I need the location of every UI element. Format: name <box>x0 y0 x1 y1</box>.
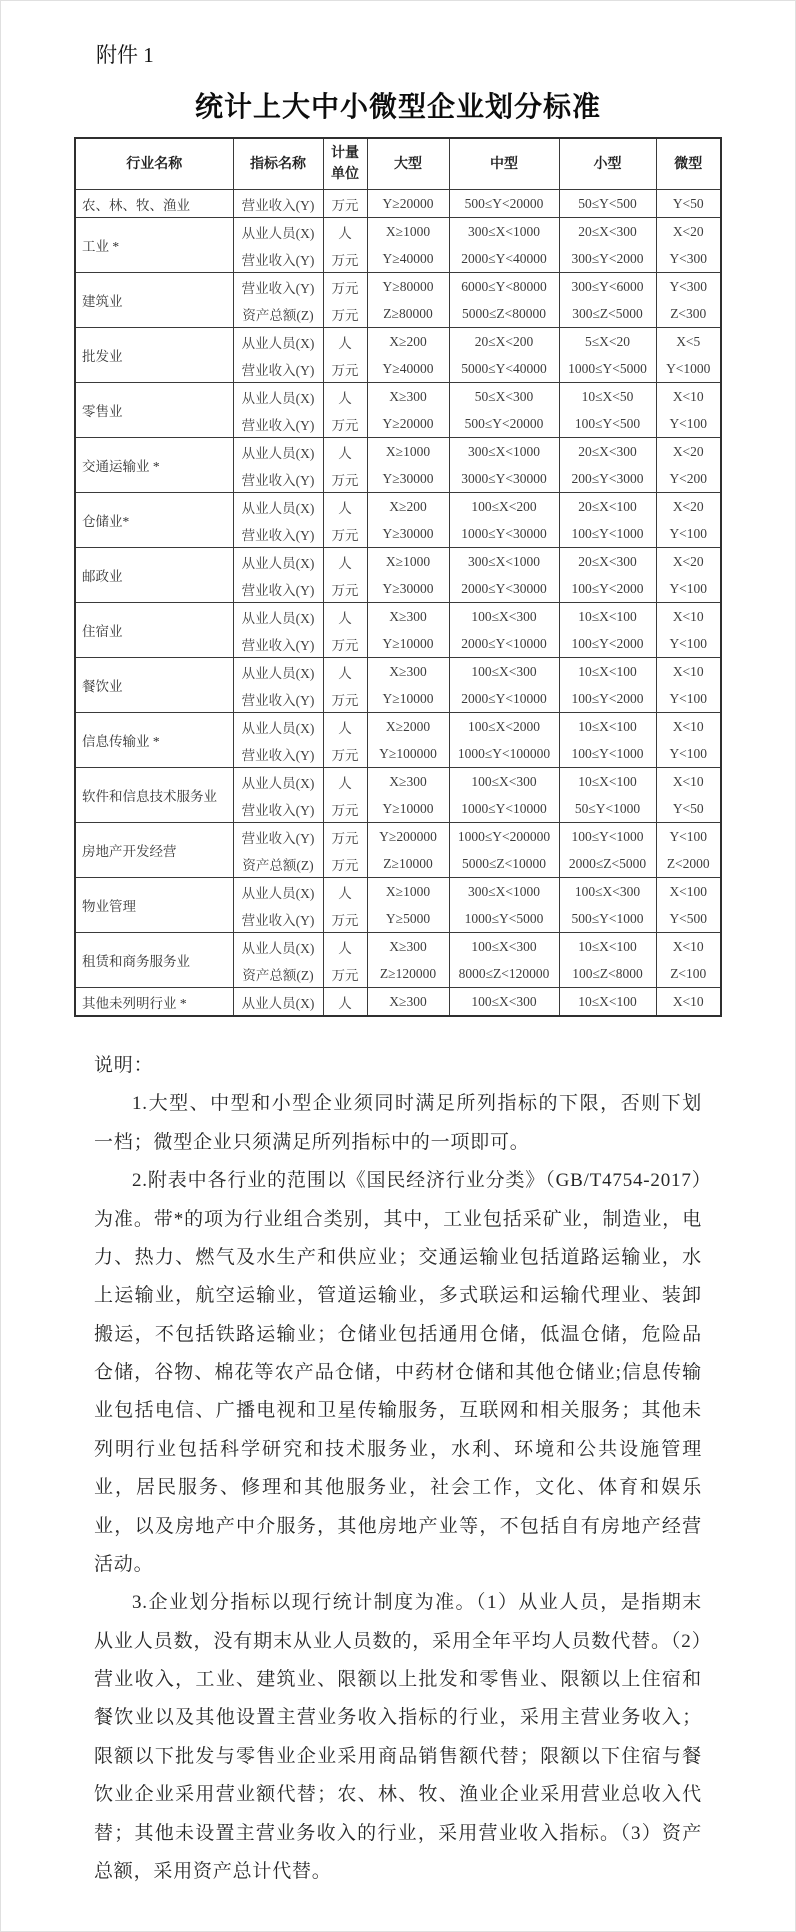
medium-cell: 100≤X<300 <box>449 988 559 1017</box>
small-cell: 20≤X<100 <box>559 493 656 521</box>
col-header-indicator: 指标名称 <box>233 138 323 190</box>
large-cell: Y≥30000 <box>367 575 449 603</box>
large-cell: Y≥10000 <box>367 630 449 658</box>
micro-cell: Y<100 <box>656 823 721 851</box>
small-cell: 1000≤Y<5000 <box>559 355 656 383</box>
small-cell: 10≤X<100 <box>559 658 656 686</box>
micro-cell: Y<300 <box>656 245 721 273</box>
micro-cell: Y<100 <box>656 520 721 548</box>
indicator-cell: 从业人员(X) <box>233 768 323 796</box>
large-cell: X≥300 <box>367 768 449 796</box>
small-cell: 100≤Y<1000 <box>559 520 656 548</box>
indicator-cell: 营业收入(Y) <box>233 905 323 933</box>
large-cell: Y≥20000 <box>367 410 449 438</box>
small-cell: 5≤X<20 <box>559 328 656 356</box>
large-cell: X≥200 <box>367 493 449 521</box>
col-header-unit: 计量单位 <box>323 138 367 190</box>
micro-cell: Y<100 <box>656 740 721 768</box>
unit-cell: 万元 <box>323 190 367 218</box>
note-paragraph-2: 2.附表中各行业的范围以《国民经济行业分类》（GB/T4754-2017）为准。带*的项为行业组合类别，其中，工业包括采矿业，制造业，电力、热力、燃气及水生产和供应业；交通运输业包括道路运输业，水上运输业，航空运输业，管道运输业，多式联运和运输代理业、装卸搬运，不包括铁路运输业；仓储业包括通用仓储，低温仓储，危险品仓储，谷物、棉花等农产品仓储，中药材仓储和其他仓储业;信息传输业包括电信、广播电视和卫星传输服务，互联网和相关服务；其他未列明行业包括科学研究和技术服务业，水利、环境和公共设施管理业，居民服务、修理和其他服务业，社会工作，文化、体育和娱乐业，以及房地产中介服务，其他房地产业等，不包括自有房地产经营活动。 <box>94 1170 702 1575</box>
medium-cell: 2000≤Y<30000 <box>449 575 559 603</box>
medium-cell: 1000≤Y<100000 <box>449 740 559 768</box>
medium-cell: 500≤Y<20000 <box>449 410 559 438</box>
small-cell: 20≤X<300 <box>559 218 656 246</box>
micro-cell: Y<100 <box>656 630 721 658</box>
large-cell: X≥200 <box>367 328 449 356</box>
small-cell: 10≤X<100 <box>559 713 656 741</box>
small-cell: 300≤Y<2000 <box>559 245 656 273</box>
unit-cell: 人 <box>323 218 367 246</box>
micro-cell: X<100 <box>656 878 721 906</box>
unit-cell: 万元 <box>323 630 367 658</box>
micro-cell: X<10 <box>656 658 721 686</box>
indicator-cell: 从业人员(X) <box>233 933 323 961</box>
large-cell: Y≥80000 <box>367 273 449 301</box>
large-cell: X≥1000 <box>367 218 449 246</box>
notes-heading: 说明： <box>94 1055 154 1076</box>
large-cell: Y≥40000 <box>367 245 449 273</box>
classification-table <box>74 137 722 1017</box>
micro-cell: X<10 <box>656 713 721 741</box>
table-row <box>75 823 721 851</box>
col-header-micro: 微型 <box>656 138 721 190</box>
small-cell: 50≤Y<500 <box>559 190 656 218</box>
unit-cell: 万元 <box>323 273 367 301</box>
micro-cell: X<20 <box>656 493 721 521</box>
medium-cell: 100≤X<200 <box>449 493 559 521</box>
medium-cell: 50≤X<300 <box>449 383 559 411</box>
indicator-cell: 营业收入(Y) <box>233 355 323 383</box>
unit-cell: 万元 <box>323 905 367 933</box>
micro-cell: Y<100 <box>656 575 721 603</box>
table-row <box>75 493 721 521</box>
table-row <box>75 878 721 906</box>
large-cell: Y≥20000 <box>367 190 449 218</box>
table-row <box>75 328 721 356</box>
note-paragraph-3: 3.企业划分指标以现行统计制度为准。（1）从业人员，是指期末从业人员数，没有期末从业人员数的，采用全年平均人员数代替。（2）营业收入，工业、建筑业、限额以上批发和零售业、限额以上住宿和餐饮业以及其他设置主营业务收入指标的行业，采用主营业务收入；限额以下批发与零售业企业采用商品销售额代替；限额以下住宿与餐饮业企业采用营业额代替；农、林、牧、渔业企业采用营业总收入代替；其他未设置主营业务收入的行业，采用营业收入指标。（3）资产总额，采用资产总计代替。 <box>94 1592 702 1882</box>
large-cell: Y≥200000 <box>367 823 449 851</box>
large-cell: X≥1000 <box>367 878 449 906</box>
medium-cell: 100≤X<2000 <box>449 713 559 741</box>
table-row <box>75 603 721 631</box>
indicator-cell: 从业人员(X) <box>233 713 323 741</box>
indicator-cell: 从业人员(X) <box>233 328 323 356</box>
micro-cell: Y<300 <box>656 273 721 301</box>
small-cell: 10≤X<100 <box>559 933 656 961</box>
col-header-large: 大型 <box>367 138 449 190</box>
unit-cell: 人 <box>323 603 367 631</box>
indicator-cell: 从业人员(X) <box>233 878 323 906</box>
large-cell: Z≥120000 <box>367 960 449 988</box>
micro-cell: X<10 <box>656 988 721 1017</box>
table-row <box>75 438 721 466</box>
col-header-medium: 中型 <box>449 138 559 190</box>
col-header-small: 小型 <box>559 138 656 190</box>
unit-cell: 人 <box>323 713 367 741</box>
large-cell: Y≥30000 <box>367 520 449 548</box>
unit-cell: 万元 <box>323 300 367 328</box>
indicator-cell: 营业收入(Y) <box>233 410 323 438</box>
medium-cell: 300≤X<1000 <box>449 548 559 576</box>
industry-name-cell: 批发业 <box>75 328 233 383</box>
table-row <box>75 713 721 741</box>
unit-cell: 人 <box>323 328 367 356</box>
medium-cell: 6000≤Y<80000 <box>449 273 559 301</box>
indicator-cell: 营业收入(Y) <box>233 685 323 713</box>
unit-cell: 万元 <box>323 850 367 878</box>
industry-name-cell: 仓储业* <box>75 493 233 548</box>
micro-cell: X<20 <box>656 548 721 576</box>
small-cell: 20≤X<300 <box>559 438 656 466</box>
medium-cell: 1000≤Y<5000 <box>449 905 559 933</box>
page-title: 统计上大中小微型企业划分标准 <box>194 92 601 123</box>
unit-cell: 人 <box>323 988 367 1017</box>
micro-cell: X<20 <box>656 438 721 466</box>
indicator-cell: 从业人员(X) <box>233 438 323 466</box>
table-row <box>75 933 721 961</box>
medium-cell: 8000≤Z<120000 <box>449 960 559 988</box>
medium-cell: 300≤X<1000 <box>449 438 559 466</box>
unit-cell: 万元 <box>323 245 367 273</box>
medium-cell: 5000≤Z<80000 <box>449 300 559 328</box>
unit-cell: 人 <box>323 383 367 411</box>
indicator-cell: 资产总额(Z) <box>233 300 323 328</box>
unit-cell: 人 <box>323 878 367 906</box>
indicator-cell: 营业收入(Y) <box>233 630 323 658</box>
indicator-cell: 资产总额(Z) <box>233 960 323 988</box>
attachment-label: 附件 1 <box>96 43 154 67</box>
indicator-cell: 从业人员(X) <box>233 658 323 686</box>
micro-cell: Y<100 <box>656 410 721 438</box>
medium-cell: 1000≤Y<200000 <box>449 823 559 851</box>
industry-name-cell: 餐饮业 <box>75 658 233 713</box>
indicator-cell: 营业收入(Y) <box>233 575 323 603</box>
micro-cell: Y<500 <box>656 905 721 933</box>
large-cell: X≥300 <box>367 933 449 961</box>
large-cell: X≥300 <box>367 603 449 631</box>
medium-cell: 5000≤Y<40000 <box>449 355 559 383</box>
medium-cell: 2000≤Y<10000 <box>449 685 559 713</box>
medium-cell: 500≤Y<20000 <box>449 190 559 218</box>
table-header-row <box>75 138 721 190</box>
unit-cell: 万元 <box>323 575 367 603</box>
medium-cell: 300≤X<1000 <box>449 218 559 246</box>
unit-cell: 万元 <box>323 465 367 493</box>
micro-cell: Z<2000 <box>656 850 721 878</box>
small-cell: 500≤Y<1000 <box>559 905 656 933</box>
micro-cell: Y<50 <box>656 190 721 218</box>
industry-name-cell: 零售业 <box>75 383 233 438</box>
table-row <box>75 988 721 1017</box>
small-cell: 100≤Y<500 <box>559 410 656 438</box>
unit-cell: 人 <box>323 438 367 466</box>
small-cell: 300≤Y<6000 <box>559 273 656 301</box>
industry-name-cell: 物业管理 <box>75 878 233 933</box>
small-cell: 100≤Y<2000 <box>559 630 656 658</box>
large-cell: Z≥80000 <box>367 300 449 328</box>
unit-cell: 万元 <box>323 740 367 768</box>
small-cell: 300≤Z<5000 <box>559 300 656 328</box>
medium-cell: 100≤X<300 <box>449 603 559 631</box>
unit-cell: 人 <box>323 548 367 576</box>
small-cell: 100≤Y<1000 <box>559 823 656 851</box>
large-cell: Y≥10000 <box>367 685 449 713</box>
industry-name-cell: 信息传输业 * <box>75 713 233 768</box>
micro-cell: X<10 <box>656 768 721 796</box>
medium-cell: 1000≤Y<10000 <box>449 795 559 823</box>
unit-cell: 万元 <box>323 795 367 823</box>
large-cell: Z≥10000 <box>367 850 449 878</box>
unit-cell: 万元 <box>323 410 367 438</box>
table-row <box>75 218 721 246</box>
indicator-cell: 从业人员(X) <box>233 548 323 576</box>
medium-cell: 100≤X<300 <box>449 933 559 961</box>
unit-cell: 人 <box>323 658 367 686</box>
indicator-cell: 营业收入(Y) <box>233 190 323 218</box>
industry-name-cell: 农、林、牧、渔业 <box>75 190 233 218</box>
micro-cell: X<5 <box>656 328 721 356</box>
small-cell: 10≤X<100 <box>559 768 656 796</box>
large-cell: Y≥5000 <box>367 905 449 933</box>
medium-cell: 2000≤Y<10000 <box>449 630 559 658</box>
col-header-industry: 行业名称 <box>75 138 233 190</box>
unit-cell: 万元 <box>323 520 367 548</box>
small-cell: 100≤Y<2000 <box>559 685 656 713</box>
indicator-cell: 从业人员(X) <box>233 383 323 411</box>
medium-cell: 2000≤Y<40000 <box>449 245 559 273</box>
industry-name-cell: 租赁和商务服务业 <box>75 933 233 988</box>
unit-cell: 人 <box>323 933 367 961</box>
table-row <box>75 273 721 301</box>
industry-name-cell: 交通运输业 * <box>75 438 233 493</box>
small-cell: 2000≤Z<5000 <box>559 850 656 878</box>
medium-cell: 3000≤Y<30000 <box>449 465 559 493</box>
industry-name-cell: 其他未列明行业 * <box>75 988 233 1017</box>
medium-cell: 1000≤Y<30000 <box>449 520 559 548</box>
industry-name-cell: 邮政业 <box>75 548 233 603</box>
notes-section <box>94 1047 702 1891</box>
indicator-cell: 营业收入(Y) <box>233 740 323 768</box>
micro-cell: Z<100 <box>656 960 721 988</box>
industry-name-cell: 工业 * <box>75 218 233 273</box>
small-cell: 100≤Z<8000 <box>559 960 656 988</box>
small-cell: 20≤X<300 <box>559 548 656 576</box>
micro-cell: Y<50 <box>656 795 721 823</box>
micro-cell: Y<1000 <box>656 355 721 383</box>
large-cell: X≥1000 <box>367 438 449 466</box>
table-row <box>75 548 721 576</box>
micro-cell: X<10 <box>656 933 721 961</box>
note-paragraph-1: 1.大型、中型和小型企业须同时满足所列指标的下限，否则下划一档；微型企业只须满足所列指标中的一项即可。 <box>94 1093 702 1153</box>
large-cell: Y≥40000 <box>367 355 449 383</box>
industry-name-cell: 住宿业 <box>75 603 233 658</box>
large-cell: Y≥10000 <box>367 795 449 823</box>
indicator-cell: 营业收入(Y) <box>233 823 323 851</box>
small-cell: 10≤X<100 <box>559 603 656 631</box>
unit-cell: 人 <box>323 768 367 796</box>
large-cell: Y≥100000 <box>367 740 449 768</box>
table-row <box>75 768 721 796</box>
small-cell: 100≤Y<1000 <box>559 740 656 768</box>
micro-cell: X<10 <box>656 603 721 631</box>
table-row <box>75 658 721 686</box>
small-cell: 50≤Y<1000 <box>559 795 656 823</box>
large-cell: X≥2000 <box>367 713 449 741</box>
large-cell: X≥300 <box>367 658 449 686</box>
large-cell: X≥300 <box>367 383 449 411</box>
indicator-cell: 营业收入(Y) <box>233 273 323 301</box>
medium-cell: 300≤X<1000 <box>449 878 559 906</box>
small-cell: 10≤X<100 <box>559 988 656 1017</box>
indicator-cell: 从业人员(X) <box>233 493 323 521</box>
small-cell: 200≤Y<3000 <box>559 465 656 493</box>
industry-name-cell: 房地产开发经营 <box>75 823 233 878</box>
indicator-cell: 从业人员(X) <box>233 218 323 246</box>
micro-cell: X<20 <box>656 218 721 246</box>
table-row <box>75 190 721 218</box>
medium-cell: 20≤X<200 <box>449 328 559 356</box>
unit-cell: 万元 <box>323 960 367 988</box>
table-row <box>75 383 721 411</box>
micro-cell: Z<300 <box>656 300 721 328</box>
medium-cell: 5000≤Z<10000 <box>449 850 559 878</box>
micro-cell: X<10 <box>656 383 721 411</box>
unit-cell: 万元 <box>323 685 367 713</box>
small-cell: 10≤X<50 <box>559 383 656 411</box>
indicator-cell: 营业收入(Y) <box>233 795 323 823</box>
large-cell: X≥300 <box>367 988 449 1017</box>
large-cell: Y≥30000 <box>367 465 449 493</box>
indicator-cell: 资产总额(Z) <box>233 850 323 878</box>
industry-name-cell: 建筑业 <box>75 273 233 328</box>
indicator-cell: 营业收入(Y) <box>233 465 323 493</box>
small-cell: 100≤Y<2000 <box>559 575 656 603</box>
unit-cell: 万元 <box>323 355 367 383</box>
indicator-cell: 从业人员(X) <box>233 603 323 631</box>
small-cell: 100≤X<300 <box>559 878 656 906</box>
large-cell: X≥1000 <box>367 548 449 576</box>
micro-cell: Y<200 <box>656 465 721 493</box>
indicator-cell: 从业人员(X) <box>233 988 323 1017</box>
indicator-cell: 营业收入(Y) <box>233 520 323 548</box>
micro-cell: Y<100 <box>656 685 721 713</box>
medium-cell: 100≤X<300 <box>449 768 559 796</box>
unit-cell: 万元 <box>323 823 367 851</box>
industry-name-cell: 软件和信息技术服务业 <box>75 768 233 823</box>
medium-cell: 100≤X<300 <box>449 658 559 686</box>
unit-cell: 人 <box>323 493 367 521</box>
indicator-cell: 营业收入(Y) <box>233 245 323 273</box>
